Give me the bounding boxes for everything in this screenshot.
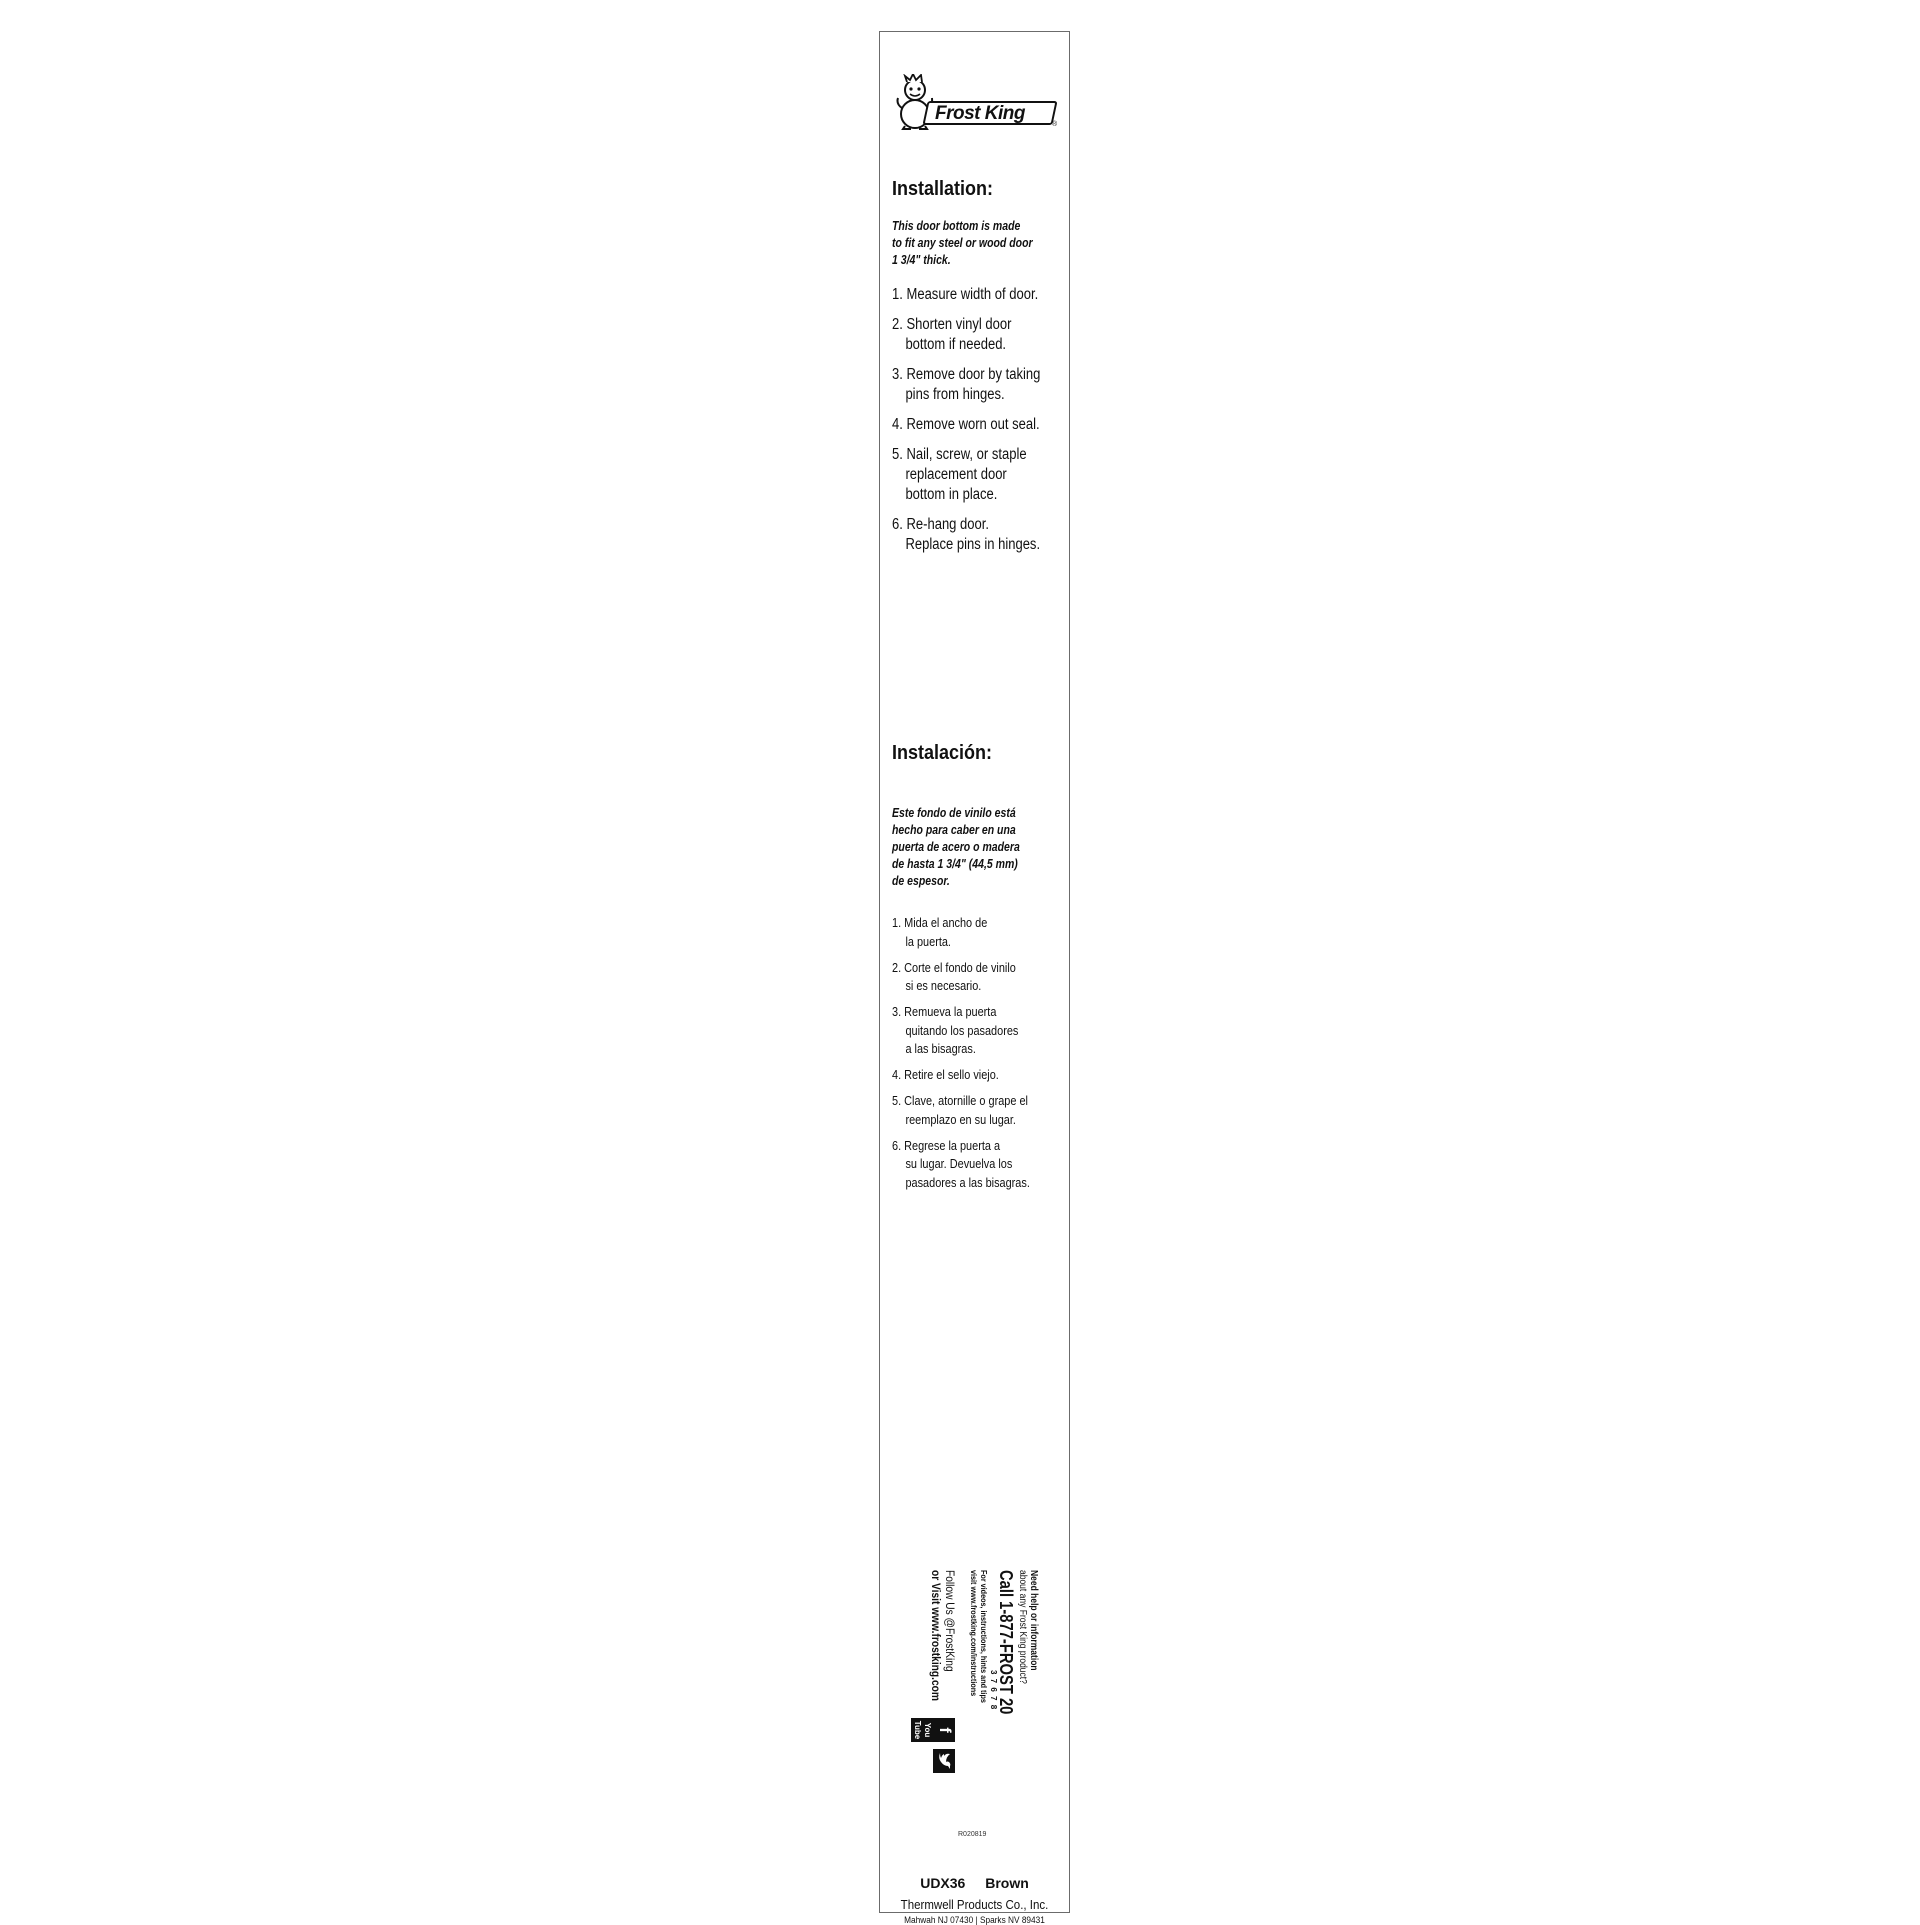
instruction-card	[879, 31, 1070, 1925]
paso-2	[892, 959, 1077, 996]
step-line: bottom if needed.	[905, 336, 1007, 353]
instalacion-heading: Instalación:	[892, 742, 993, 764]
instructions-link[interactable]: visit www.frostking.com/instructions	[969, 1570, 979, 1697]
revision-code: R020819	[958, 1831, 987, 1838]
step-line: 3. Remove door by taking	[892, 366, 1041, 383]
step-2	[892, 315, 1077, 355]
step-line: 4. Retire el sello viejo.	[892, 1067, 999, 1082]
need-help-text: Need help or information	[1028, 1570, 1039, 1671]
step-line: quitando los pasadores	[905, 1022, 1019, 1038]
step-line: bottom in place.	[905, 486, 998, 503]
frost-king-logo	[895, 74, 1058, 130]
social-icons	[913, 1718, 955, 1790]
about-text: about any Frost King product?	[1017, 1570, 1028, 1684]
intro-line: Este fondo de vinilo está	[892, 806, 1016, 820]
step-line: reemplazo en su lugar.	[905, 1111, 1016, 1127]
intro-line: hecho para caber en una	[892, 823, 1016, 837]
installation-intro	[892, 218, 1060, 269]
step-line: 5. Clave, atornille o grape el	[892, 1093, 1028, 1108]
company-address: Mahwah NJ 07430 | Sparks NV 89431	[904, 1915, 1045, 1925]
paso-1	[892, 914, 1077, 951]
intro-line: to fit any steel or wood door	[892, 236, 1033, 250]
step-line: pasadores a las bisagras.	[905, 1174, 1030, 1190]
step-line: 1. Measure width of door.	[892, 286, 1039, 303]
registered-mark: ®	[1052, 121, 1058, 128]
step-line: 6. Regrese la puerta a	[892, 1137, 1001, 1153]
model-number: UDX36	[920, 1875, 966, 1891]
intro-line: de espesor.	[892, 874, 950, 888]
youtube-icon[interactable]: You Tube	[911, 1718, 933, 1742]
instalacion-steps	[892, 914, 1077, 1200]
step-line: su lugar. Devuelva los	[905, 1156, 1013, 1171]
step-line: 3. Remueva la puerta	[892, 1004, 997, 1019]
paso-6	[892, 1137, 1077, 1193]
instalacion-intro	[892, 805, 1060, 890]
step-6	[892, 515, 1077, 555]
paso-3	[892, 1003, 1077, 1059]
paso-5	[892, 1092, 1077, 1129]
product-color: Brown	[985, 1875, 1029, 1891]
step-line: 6. Re-hang door.	[892, 516, 990, 533]
step-line: a las bisagras.	[905, 1041, 976, 1056]
step-line: pins from hinges.	[905, 386, 1005, 403]
step-4	[892, 415, 1077, 435]
call-number: Call 1-877-FROST 20	[996, 1570, 1016, 1715]
intro-line: This door bottom is made	[892, 219, 1021, 233]
step-line: si es necesario.	[905, 978, 982, 993]
follow-text: Follow Us @FrostKing	[943, 1570, 957, 1672]
step-3	[892, 365, 1077, 405]
twitter-icon[interactable]	[933, 1749, 955, 1773]
facebook-icon[interactable]: f	[933, 1718, 955, 1742]
paso-4	[892, 1066, 1077, 1085]
intro-line: 1 3/4" thick.	[892, 253, 951, 267]
step-line: 4. Remove worn out seal.	[892, 416, 1040, 433]
contact-block	[913, 1570, 1039, 1790]
videos-text: For videos, instructions, hints and tips	[979, 1570, 989, 1703]
step-5	[892, 445, 1077, 505]
step-line: 5. Nail, screw, or staple	[892, 446, 1027, 463]
step-line: 2. Corte el fondo de vinilo	[892, 959, 1016, 975]
step-line: 2. Shorten vinyl door	[892, 316, 1012, 333]
company-name: Thermwell Products Co., Inc.	[900, 1898, 1049, 1912]
step-line: replacement door	[905, 466, 1007, 483]
call-digits: 3 7 6 7 8	[989, 1670, 998, 1711]
brand-name: Frost King	[935, 103, 1025, 124]
installation-heading: Installation:	[892, 178, 994, 200]
step-line: Replace pins in hinges.	[905, 536, 1041, 553]
step-line: 1. Mida el ancho de	[892, 915, 988, 930]
intro-line: puerta de acero o madera	[892, 840, 1020, 854]
step-line: la puerta.	[905, 933, 951, 949]
intro-line: de hasta 1 3/4" (44,5 mm)	[892, 857, 1018, 871]
website-link[interactable]: or Visit www.frostking.com	[929, 1570, 943, 1701]
installation-steps	[892, 285, 1077, 565]
product-model	[880, 1875, 1069, 1891]
step-1	[892, 285, 1077, 305]
